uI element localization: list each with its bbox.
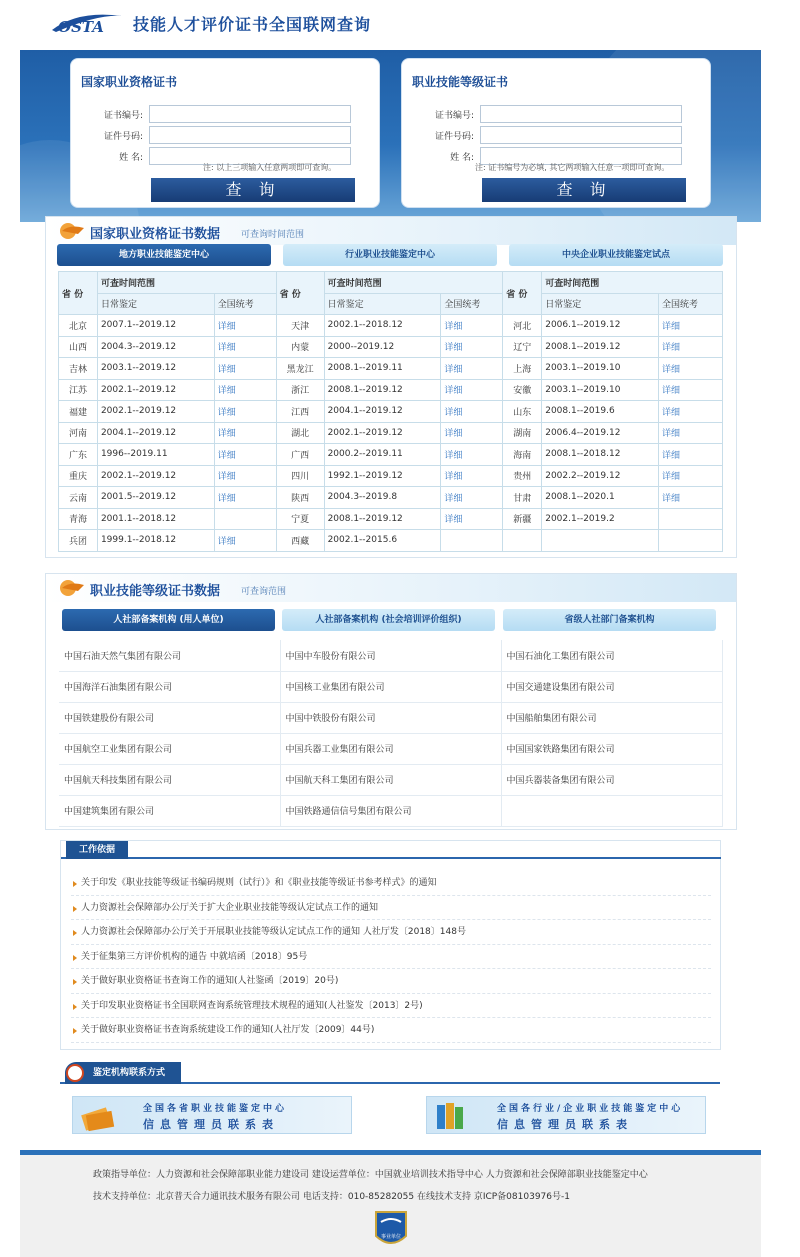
detail-link[interactable]: 详细 bbox=[662, 493, 681, 504]
detail-cell bbox=[441, 487, 503, 509]
range-cell: 2008.1--2019.6 bbox=[542, 401, 659, 423]
detail-cell bbox=[214, 379, 276, 401]
detail-link[interactable]: 详细 bbox=[217, 429, 236, 440]
query-note: 注: 证书编号为必填, 其它两项输入任意一项即可查询。 bbox=[475, 163, 670, 172]
detail-cell bbox=[441, 530, 503, 552]
qualification-query-button[interactable]: 查 询 bbox=[151, 178, 355, 202]
detail-cell bbox=[441, 465, 503, 487]
id-number-row bbox=[93, 126, 378, 144]
id-number-label: 证件号码: bbox=[434, 132, 474, 142]
section-subtitle: 可查询时间范围 bbox=[241, 230, 305, 240]
org-item[interactable]: 中国交通建设集团有限公司 bbox=[501, 671, 722, 702]
range-cell: 2001.1--2018.12 bbox=[97, 508, 214, 530]
detail-link[interactable]: 详细 bbox=[662, 386, 681, 397]
detail-cell bbox=[214, 358, 276, 380]
detail-cell bbox=[659, 422, 723, 444]
province-cell: 海南 bbox=[503, 444, 542, 466]
range-cell: 2004.1--2019.12 bbox=[97, 422, 214, 444]
region-table-body bbox=[59, 315, 723, 552]
qualification-query-title: 国家职业资格证书 bbox=[81, 75, 178, 89]
th-nation: 全国统考 bbox=[214, 293, 276, 315]
detail-cell bbox=[441, 315, 503, 337]
province-cell: 贵州 bbox=[503, 465, 542, 487]
detail-cell bbox=[441, 508, 503, 530]
detail-link[interactable]: 详细 bbox=[217, 450, 236, 461]
cert-number-label: 证书编号: bbox=[434, 111, 474, 121]
org-grid-body bbox=[59, 640, 722, 826]
detail-cell bbox=[441, 401, 503, 423]
range-cell: 2000--2019.12 bbox=[324, 336, 441, 358]
qualification-data-panel bbox=[45, 216, 737, 558]
contact-tag-text: 鉴定机构联系方式 bbox=[93, 1068, 166, 1078]
org-item[interactable]: 中国船舶集团有限公司 bbox=[501, 702, 722, 733]
range-cell: 2002.1--2018.12 bbox=[324, 315, 441, 337]
range-cell: 2006.1--2019.12 bbox=[542, 315, 659, 337]
table-row bbox=[59, 444, 723, 466]
province-cell bbox=[503, 530, 542, 552]
province-cell: 宁夏 bbox=[276, 508, 324, 530]
range-cell: 2002.1--2019.12 bbox=[97, 401, 214, 423]
province-cell: 西藏 bbox=[276, 530, 324, 552]
detail-cell bbox=[441, 422, 503, 444]
org-item[interactable]: 中国核工业集团有限公司 bbox=[280, 671, 501, 702]
section-header bbox=[46, 574, 736, 602]
province-cell: 天津 bbox=[276, 315, 324, 337]
detail-link[interactable]: 详细 bbox=[217, 364, 236, 375]
detail-cell bbox=[659, 444, 723, 466]
skill-level-query-title: 职业技能等级证书 bbox=[412, 75, 509, 89]
detail-link[interactable]: 详细 bbox=[217, 321, 236, 332]
hand-icon bbox=[56, 220, 86, 242]
org-item[interactable]: 中国中车股份有限公司 bbox=[280, 640, 501, 671]
detail-link[interactable]: 详细 bbox=[662, 472, 681, 483]
table-row bbox=[59, 336, 723, 358]
province-cell: 广东 bbox=[59, 444, 98, 466]
detail-cell bbox=[659, 379, 723, 401]
folder-icon bbox=[79, 1101, 117, 1131]
org-item[interactable]: 中国中铁股份有限公司 bbox=[280, 702, 501, 733]
range-cell: 1996--2019.11 bbox=[97, 444, 214, 466]
range-cell: 2007.1--2019.12 bbox=[97, 315, 214, 337]
org-item[interactable]: 中国航天科工集团有限公司 bbox=[280, 764, 501, 795]
range-cell: 2004.3--2019.8 bbox=[324, 487, 441, 509]
tab-central-enterprise[interactable]: 中央企业职业技能鉴定试点 bbox=[509, 244, 723, 266]
range-cell: 2008.1--2019.11 bbox=[324, 358, 441, 380]
province-cell: 山西 bbox=[59, 336, 98, 358]
detail-cell bbox=[214, 465, 276, 487]
contact-line1: 全国各省职业技能鉴定中心 bbox=[143, 1104, 288, 1114]
osta-logo-icon[interactable] bbox=[48, 10, 126, 38]
work-basis-panel bbox=[60, 840, 721, 1050]
th-range: 可查时间范围 bbox=[97, 272, 276, 294]
detail-cell bbox=[214, 487, 276, 509]
province-contact-link[interactable] bbox=[72, 1096, 352, 1134]
province-cell: 兵团 bbox=[59, 530, 98, 552]
table-row bbox=[59, 530, 723, 552]
th-province: 省 份 bbox=[503, 272, 542, 315]
qualification-query-box bbox=[70, 58, 380, 208]
detail-cell bbox=[214, 336, 276, 358]
th-range: 可查时间范围 bbox=[542, 272, 723, 294]
province-cell: 上海 bbox=[503, 358, 542, 380]
range-cell: 1992.1--2019.12 bbox=[324, 465, 441, 487]
province-cell: 安徽 bbox=[503, 379, 542, 401]
detail-cell bbox=[659, 530, 723, 552]
cert-number-row bbox=[424, 105, 709, 123]
query-banner bbox=[20, 50, 761, 222]
range-cell: 2008.1--2019.12 bbox=[324, 379, 441, 401]
basis-link[interactable]: 关于做好职业资格证书查询系统建设工作的通知(人社厅发〔2009〕44号) bbox=[71, 1018, 711, 1043]
logo-text: OSTA bbox=[58, 18, 104, 36]
table-row bbox=[59, 358, 723, 380]
basis-link[interactable]: 关于征集第三方评价机构的通告 中就培函〔2018〕95号 bbox=[71, 945, 711, 970]
range-cell: 2004.3--2019.12 bbox=[97, 336, 214, 358]
range-cell: 2008.1--2019.12 bbox=[324, 508, 441, 530]
province-cell: 河北 bbox=[503, 315, 542, 337]
contact-line1: 全国各行业/企业职业技能鉴定中心 bbox=[497, 1104, 684, 1114]
province-cell: 湖南 bbox=[503, 422, 542, 444]
detail-cell bbox=[659, 487, 723, 509]
province-cell: 陕西 bbox=[276, 487, 324, 509]
province-cell: 江苏 bbox=[59, 379, 98, 401]
th-range: 可查时间范围 bbox=[324, 272, 503, 294]
contact-line2: 信息管理员联系表 bbox=[497, 1118, 633, 1131]
detail-link[interactable]: 详细 bbox=[444, 450, 463, 461]
contact-icon bbox=[66, 1064, 84, 1082]
detail-link[interactable]: 详细 bbox=[662, 343, 681, 354]
province-cell: 山东 bbox=[503, 401, 542, 423]
basis-link[interactable]: 人力资源社会保障部办公厅关于扩大企业职业技能等级认定试点工作的通知 bbox=[71, 896, 711, 921]
detail-link[interactable]: 详细 bbox=[217, 536, 236, 547]
skill-level-query-box bbox=[401, 58, 711, 208]
range-cell: 2008.1--2018.12 bbox=[542, 444, 659, 466]
province-cell: 江西 bbox=[276, 401, 324, 423]
province-cell: 北京 bbox=[59, 315, 98, 337]
range-cell: 1999.1--2018.12 bbox=[97, 530, 214, 552]
range-cell: 2001.5--2019.12 bbox=[97, 487, 214, 509]
table-row bbox=[59, 795, 722, 826]
detail-link[interactable]: 详细 bbox=[662, 321, 681, 332]
detail-link[interactable]: 详细 bbox=[444, 472, 463, 483]
org-item[interactable]: 中国兵器装备集团有限公司 bbox=[501, 764, 722, 795]
province-cell: 青海 bbox=[59, 508, 98, 530]
tab-industry-centers[interactable]: 行业职业技能鉴定中心 bbox=[283, 244, 497, 266]
detail-cell bbox=[659, 315, 723, 337]
institution-badge-icon[interactable] bbox=[374, 1210, 408, 1250]
region-table bbox=[58, 271, 723, 552]
footer-line1: 政策指导单位：人力资源和社会保障部职业能力建设司 建设运营单位：中国就业培训技术指导中心 人力资源和社会保障部职业技能鉴定中心 bbox=[93, 1170, 648, 1180]
th-nation: 全国统考 bbox=[441, 293, 503, 315]
section-subtitle: 可查询范围 bbox=[241, 587, 287, 597]
range-cell: 2002.1--2015.6 bbox=[324, 530, 441, 552]
detail-link[interactable]: 详细 bbox=[217, 386, 236, 397]
province-cell: 广西 bbox=[276, 444, 324, 466]
th-province: 省 份 bbox=[59, 272, 98, 315]
detail-link[interactable]: 详细 bbox=[662, 429, 681, 440]
th-daily: 日常鉴定 bbox=[542, 293, 659, 315]
table-row bbox=[59, 508, 723, 530]
org-item[interactable]: 中国铁建股份有限公司 bbox=[59, 702, 280, 733]
province-cell: 黑龙江 bbox=[276, 358, 324, 380]
detail-link[interactable]: 详细 bbox=[444, 343, 463, 354]
detail-link[interactable]: 详细 bbox=[444, 429, 463, 440]
site-footer bbox=[20, 1150, 761, 1257]
basis-list bbox=[71, 871, 711, 1043]
detail-cell bbox=[659, 336, 723, 358]
province-cell: 辽宁 bbox=[503, 336, 542, 358]
table-row bbox=[59, 487, 723, 509]
contact-line2: 信息管理员联系表 bbox=[143, 1118, 279, 1131]
section-header bbox=[46, 217, 736, 245]
detail-link[interactable]: 详细 bbox=[444, 493, 463, 504]
detail-cell bbox=[659, 401, 723, 423]
range-cell: 2002.2--2019.12 bbox=[542, 465, 659, 487]
detail-link[interactable]: 详细 bbox=[217, 407, 236, 418]
detail-link[interactable]: 详细 bbox=[444, 515, 463, 526]
skill-level-query-button[interactable]: 查 询 bbox=[482, 178, 686, 202]
detail-link[interactable]: 详细 bbox=[662, 450, 681, 461]
detail-cell bbox=[659, 358, 723, 380]
detail-cell bbox=[214, 315, 276, 337]
range-cell: 2002.1--2019.12 bbox=[324, 422, 441, 444]
org-item[interactable]: 中国海洋石油集团有限公司 bbox=[59, 671, 280, 702]
province-cell: 浙江 bbox=[276, 379, 324, 401]
range-cell: 2002.1--2019.12 bbox=[97, 379, 214, 401]
section-title: 职业技能等级证书数据 bbox=[90, 584, 221, 599]
books-icon bbox=[433, 1101, 471, 1131]
org-item bbox=[501, 795, 722, 826]
org-item[interactable]: 中国石油化工集团有限公司 bbox=[501, 640, 722, 671]
detail-cell bbox=[441, 336, 503, 358]
range-cell: 2003.1--2019.10 bbox=[542, 379, 659, 401]
name-label: 姓 名: bbox=[450, 153, 474, 163]
tab-training-orgs[interactable]: 人社部备案机构 (社会培训评价组织) bbox=[282, 609, 495, 631]
section-title: 国家职业资格证书数据 bbox=[90, 227, 221, 242]
org-item[interactable]: 中国航空工业集团有限公司 bbox=[59, 733, 280, 764]
badge-text: 事业单位 bbox=[380, 1234, 402, 1240]
range-cell: 2002.1--2019.12 bbox=[97, 465, 214, 487]
org-grid bbox=[59, 640, 723, 827]
detail-link[interactable]: 详细 bbox=[662, 407, 681, 418]
detail-cell bbox=[214, 530, 276, 552]
detail-link[interactable]: 详细 bbox=[444, 364, 463, 375]
org-item[interactable]: 中国航天科技集团有限公司 bbox=[59, 764, 280, 795]
site-title: 技能人才评价证书全国联网查询 bbox=[133, 15, 372, 34]
basis-link[interactable]: 关于做好职业资格证书查询工作的通知(人社鉴函〔2019〕20号) bbox=[71, 969, 711, 994]
range-cell: 2002.1--2019.2 bbox=[542, 508, 659, 530]
tab-provincial-orgs[interactable]: 省级人社部门备案机构 bbox=[503, 609, 716, 631]
detail-link[interactable]: 详细 bbox=[444, 386, 463, 397]
name-label: 姓 名: bbox=[119, 153, 143, 163]
org-item[interactable]: 中国建筑集团有限公司 bbox=[59, 795, 280, 826]
org-item[interactable]: 中国石油天然气集团有限公司 bbox=[59, 640, 280, 671]
hand-icon bbox=[56, 577, 86, 599]
id-number-label: 证件号码: bbox=[103, 132, 143, 142]
province-cell: 福建 bbox=[59, 401, 98, 423]
th-daily: 日常鉴定 bbox=[97, 293, 214, 315]
detail-cell bbox=[441, 379, 503, 401]
basis-link[interactable]: 关于印发《职业技能等级证书编码规则（试行）》和《职业技能等级证书参考样式》的通知 bbox=[71, 871, 711, 896]
range-cell: 2000.2--2019.11 bbox=[324, 444, 441, 466]
cert-number-input[interactable] bbox=[149, 105, 351, 123]
footer-line2: 技术支持单位：北京普天合力通讯技术服务有限公司 电话支持：010-85282055 在线技术支持 京ICP备08103976号-1 bbox=[93, 1192, 570, 1202]
basis-link[interactable]: 关于印发职业资格证书全国联网查询系统管理技术规程的通知(人社鉴发〔2013〕2号) bbox=[71, 994, 711, 1019]
table-row bbox=[59, 401, 723, 423]
province-cell: 内蒙 bbox=[276, 336, 324, 358]
range-cell: 2006.4--2019.12 bbox=[542, 422, 659, 444]
table-row bbox=[59, 465, 723, 487]
table-row bbox=[59, 702, 722, 733]
detail-link[interactable]: 详细 bbox=[444, 407, 463, 418]
contact-header bbox=[60, 1060, 720, 1084]
detail-cell bbox=[214, 508, 276, 530]
org-item[interactable]: 中国铁路通信信号集团有限公司 bbox=[280, 795, 501, 826]
table-row bbox=[59, 422, 723, 444]
table-row bbox=[59, 733, 722, 764]
range-cell: 2003.1--2019.10 bbox=[542, 358, 659, 380]
province-cell: 重庆 bbox=[59, 465, 98, 487]
province-cell: 吉林 bbox=[59, 358, 98, 380]
table-row bbox=[59, 379, 723, 401]
detail-cell bbox=[441, 444, 503, 466]
id-number-input[interactable] bbox=[480, 126, 682, 144]
detail-cell bbox=[214, 401, 276, 423]
basis-header bbox=[61, 841, 721, 859]
detail-link[interactable]: 详细 bbox=[662, 364, 681, 375]
detail-link[interactable]: 详细 bbox=[217, 493, 236, 504]
range-cell: 2008.1--2020.1 bbox=[542, 487, 659, 509]
table-row bbox=[59, 640, 722, 671]
org-item[interactable]: 中国兵器工业集团有限公司 bbox=[280, 733, 501, 764]
detail-cell bbox=[441, 358, 503, 380]
range-cell: 2003.1--2019.12 bbox=[97, 358, 214, 380]
basis-link[interactable]: 人力资源社会保障部办公厅关于开展职业技能等级认定试点工作的通知 人社厅发〔2018〕148号 bbox=[71, 920, 711, 945]
detail-link[interactable]: 详细 bbox=[217, 343, 236, 354]
cert-number-label: 证书编号: bbox=[103, 111, 143, 121]
detail-cell bbox=[214, 444, 276, 466]
detail-cell bbox=[214, 422, 276, 444]
range-cell: 2004.1--2019.12 bbox=[324, 401, 441, 423]
cert-number-input[interactable] bbox=[480, 105, 682, 123]
id-number-input[interactable] bbox=[149, 126, 351, 144]
basis-tag: 工作依据 bbox=[66, 841, 128, 859]
detail-link[interactable]: 详细 bbox=[444, 321, 463, 332]
skill-level-data-panel bbox=[45, 573, 737, 830]
province-cell: 甘肃 bbox=[503, 487, 542, 509]
province-cell: 湖北 bbox=[276, 422, 324, 444]
org-item[interactable]: 中国国家铁路集团有限公司 bbox=[501, 733, 722, 764]
province-cell: 四川 bbox=[276, 465, 324, 487]
province-cell: 云南 bbox=[59, 487, 98, 509]
query-note: 注: 以上三项输入任意两项即可查询。 bbox=[203, 163, 337, 172]
table-row bbox=[59, 671, 722, 702]
detail-cell bbox=[659, 508, 723, 530]
id-number-row bbox=[424, 126, 709, 144]
range-cell: 2008.1--2019.12 bbox=[542, 336, 659, 358]
range-cell bbox=[542, 530, 659, 552]
detail-link[interactable]: 详细 bbox=[217, 472, 236, 483]
province-cell: 新疆 bbox=[503, 508, 542, 530]
tab-local-centers[interactable]: 地方职业技能鉴定中心 bbox=[57, 244, 271, 266]
province-cell: 河南 bbox=[59, 422, 98, 444]
cert-number-row bbox=[93, 105, 378, 123]
contact-panel bbox=[60, 1060, 721, 1138]
detail-cell bbox=[659, 465, 723, 487]
table-row bbox=[59, 315, 723, 337]
th-daily: 日常鉴定 bbox=[324, 293, 441, 315]
industry-contact-link[interactable] bbox=[426, 1096, 706, 1134]
table-row bbox=[59, 764, 722, 795]
th-nation: 全国统考 bbox=[659, 293, 723, 315]
tab-employer-orgs[interactable]: 人社部备案机构 (用人单位) bbox=[62, 609, 275, 631]
site-header bbox=[0, 0, 800, 50]
th-province: 省 份 bbox=[276, 272, 324, 315]
